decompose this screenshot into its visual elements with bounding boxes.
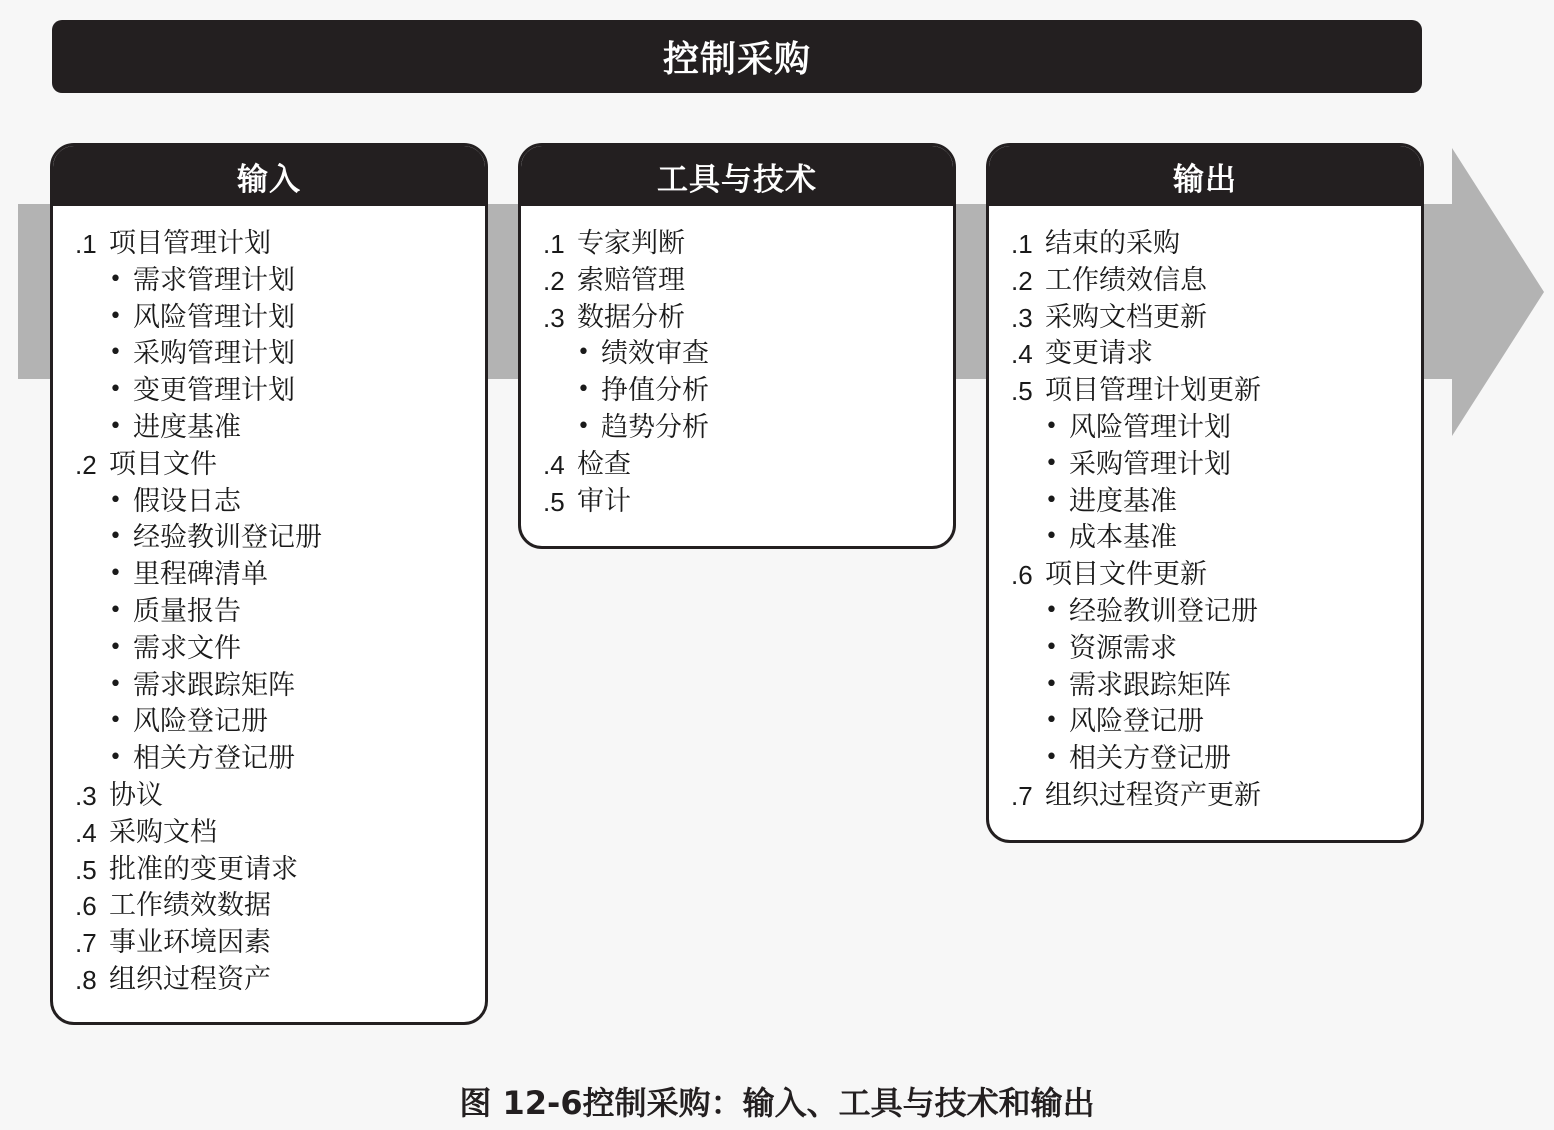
- tools-list: [521, 206, 953, 520]
- item-number: .2: [543, 265, 565, 296]
- list-item: [1011, 263, 1421, 300]
- diagram-title: 控制采购: [52, 20, 1422, 93]
- bullet-icon: •: [1045, 487, 1058, 513]
- item-text: 审计: [577, 485, 631, 517]
- outputs-list: [989, 206, 1421, 815]
- sub-list-item: [75, 336, 485, 373]
- item-number: .3: [1011, 302, 1033, 333]
- bullet-icon: •: [109, 413, 122, 439]
- inputs-heading: 输入: [53, 146, 485, 206]
- sub-item-text: 风险登记册: [133, 706, 268, 738]
- sub-item-text: 相关方登记册: [1069, 743, 1231, 775]
- item-number: .1: [543, 229, 565, 259]
- outputs-heading: 输出: [989, 146, 1421, 206]
- item-number: .2: [1011, 265, 1033, 296]
- item-number: .6: [75, 891, 97, 922]
- list-item: [543, 300, 953, 337]
- sub-list-item: [1011, 410, 1421, 447]
- sub-list-item: [75, 594, 485, 631]
- sub-list-item: [75, 410, 485, 447]
- bullet-icon: •: [1045, 708, 1058, 734]
- item-number: .4: [543, 449, 565, 480]
- sub-item-text: 相关方登记册: [133, 743, 295, 775]
- item-text: 工作绩效数据: [109, 890, 271, 922]
- sub-item-text: 风险管理计划: [1069, 411, 1231, 443]
- sub-list-item: [1011, 741, 1421, 778]
- item-number: .4: [75, 817, 97, 848]
- item-number: .6: [1011, 560, 1033, 591]
- list-item: [1011, 336, 1421, 373]
- sub-item-text: 里程碑清单: [133, 559, 268, 591]
- sub-item-text: 进度基准: [1069, 485, 1177, 517]
- sub-item-text: 采购管理计划: [1069, 448, 1231, 480]
- list-item: [75, 447, 485, 484]
- item-text: 结束的采购: [1045, 228, 1180, 259]
- bullet-icon: •: [109, 597, 122, 623]
- item-number: .3: [543, 302, 565, 333]
- bullet-icon: •: [1045, 671, 1058, 697]
- bullet-icon: •: [109, 561, 122, 587]
- bullet-icon: •: [109, 266, 122, 292]
- bullet-icon: •: [1045, 450, 1058, 476]
- item-text: 数据分析: [577, 301, 685, 333]
- list-item: [1011, 300, 1421, 337]
- tools-heading: 工具与技术: [521, 146, 953, 206]
- sub-list-item: [75, 668, 485, 705]
- item-text: 采购文档更新: [1045, 301, 1207, 333]
- sub-item-text: 趋势分析: [601, 411, 709, 443]
- sub-list-item: [75, 557, 485, 594]
- sub-item-text: 资源需求: [1069, 632, 1177, 664]
- item-number: .1: [1011, 229, 1033, 259]
- sub-list-item: [543, 373, 953, 410]
- bullet-icon: •: [1045, 745, 1058, 771]
- list-item: [1011, 778, 1421, 815]
- sub-item-text: 挣值分析: [601, 375, 709, 407]
- item-number: .5: [75, 854, 97, 885]
- list-item: [75, 815, 485, 852]
- sub-item-text: 进度基准: [133, 411, 241, 443]
- sub-list-item: [1011, 668, 1421, 705]
- sub-item-text: 经验教训登记册: [133, 522, 322, 554]
- list-item: [75, 888, 485, 925]
- bullet-icon: •: [109, 745, 122, 771]
- sub-item-text: 变更管理计划: [133, 375, 295, 407]
- item-text: 协议: [109, 779, 163, 811]
- item-number: .5: [543, 486, 565, 517]
- sub-list-item: [1011, 704, 1421, 741]
- item-text: 工作绩效信息: [1045, 264, 1207, 296]
- sub-item-text: 需求管理计划: [133, 264, 295, 296]
- inputs-list: [53, 206, 485, 999]
- sub-item-text: 风险登记册: [1069, 706, 1204, 738]
- sub-list-item: [1011, 484, 1421, 521]
- sub-item-text: 质量报告: [133, 595, 241, 627]
- item-number: .2: [75, 449, 97, 480]
- item-text: 事业环境因素: [109, 927, 271, 959]
- bullet-icon: •: [109, 671, 122, 697]
- list-item: [75, 925, 485, 962]
- item-number: .3: [75, 780, 97, 811]
- figure-caption: 图 12-6控制采购：输入、工具与技术和输出: [459, 1084, 1095, 1122]
- bullet-icon: •: [1045, 597, 1058, 623]
- sub-list-item: [75, 300, 485, 337]
- item-number: .5: [1011, 376, 1033, 407]
- bullet-icon: •: [1045, 634, 1058, 660]
- list-item: [1011, 226, 1421, 263]
- sub-list-item: [1011, 594, 1421, 631]
- item-text: 项目管理计划更新: [1045, 375, 1261, 407]
- item-number: .7: [1011, 780, 1033, 811]
- sub-list-item: [75, 520, 485, 557]
- inputs-panel: [50, 143, 488, 1025]
- item-number: .8: [75, 964, 97, 995]
- sub-list-item: [75, 373, 485, 410]
- list-item: [75, 962, 485, 999]
- list-item: [543, 226, 953, 263]
- bullet-icon: •: [109, 524, 122, 550]
- item-text: 索赔管理: [577, 264, 685, 296]
- sub-list-item: [1011, 520, 1421, 557]
- item-text: 采购文档: [109, 816, 217, 848]
- item-text: 专家判断: [577, 228, 685, 259]
- list-item: [543, 263, 953, 300]
- bullet-icon: •: [109, 634, 122, 660]
- sub-item-text: 风险管理计划: [133, 301, 295, 333]
- list-item: [75, 778, 485, 815]
- item-text: 检查: [577, 448, 631, 480]
- sub-item-text: 经验教训登记册: [1069, 595, 1258, 627]
- item-number: .4: [1011, 339, 1033, 370]
- item-text: 组织过程资产: [109, 963, 271, 995]
- bullet-icon: •: [109, 708, 122, 734]
- sub-list-item: [75, 741, 485, 778]
- list-item: [543, 484, 953, 521]
- bullet-icon: •: [109, 340, 122, 366]
- bullet-icon: •: [109, 303, 122, 329]
- sub-item-text: 成本基准: [1069, 522, 1177, 554]
- sub-list-item: [75, 631, 485, 668]
- item-number: .1: [75, 229, 97, 259]
- sub-list-item: [543, 336, 953, 373]
- list-item: [1011, 557, 1421, 594]
- item-text: 组织过程资产更新: [1045, 779, 1261, 811]
- sub-list-item: [75, 704, 485, 741]
- sub-item-text: 假设日志: [133, 485, 241, 517]
- sub-list-item: [75, 263, 485, 300]
- sub-list-item: [1011, 631, 1421, 668]
- bullet-icon: •: [1045, 524, 1058, 550]
- bullet-icon: •: [577, 340, 590, 366]
- sub-list-item: [1011, 447, 1421, 484]
- list-item: [543, 447, 953, 484]
- sub-list-item: [543, 410, 953, 447]
- list-item: [75, 852, 485, 889]
- sub-list-item: [75, 484, 485, 521]
- list-item: [75, 226, 485, 263]
- outputs-panel: [986, 143, 1424, 843]
- sub-item-text: 需求跟踪矩阵: [133, 669, 295, 701]
- sub-item-text: 需求文件: [133, 632, 241, 664]
- bullet-icon: •: [109, 487, 122, 513]
- bullet-icon: •: [577, 413, 590, 439]
- item-text: 项目管理计划: [109, 228, 271, 259]
- bullet-icon: •: [577, 377, 590, 403]
- tools-panel: [518, 143, 956, 549]
- bullet-icon: •: [1045, 413, 1058, 439]
- item-text: 变更请求: [1045, 338, 1153, 370]
- item-text: 批准的变更请求: [109, 853, 298, 885]
- item-text: 项目文件: [109, 448, 217, 480]
- bullet-icon: •: [109, 377, 122, 403]
- sub-item-text: 需求跟踪矩阵: [1069, 669, 1231, 701]
- sub-item-text: 绩效审查: [601, 338, 709, 370]
- item-number: .7: [75, 928, 97, 959]
- sub-item-text: 采购管理计划: [133, 338, 295, 370]
- item-text: 项目文件更新: [1045, 559, 1207, 591]
- list-item: [1011, 373, 1421, 410]
